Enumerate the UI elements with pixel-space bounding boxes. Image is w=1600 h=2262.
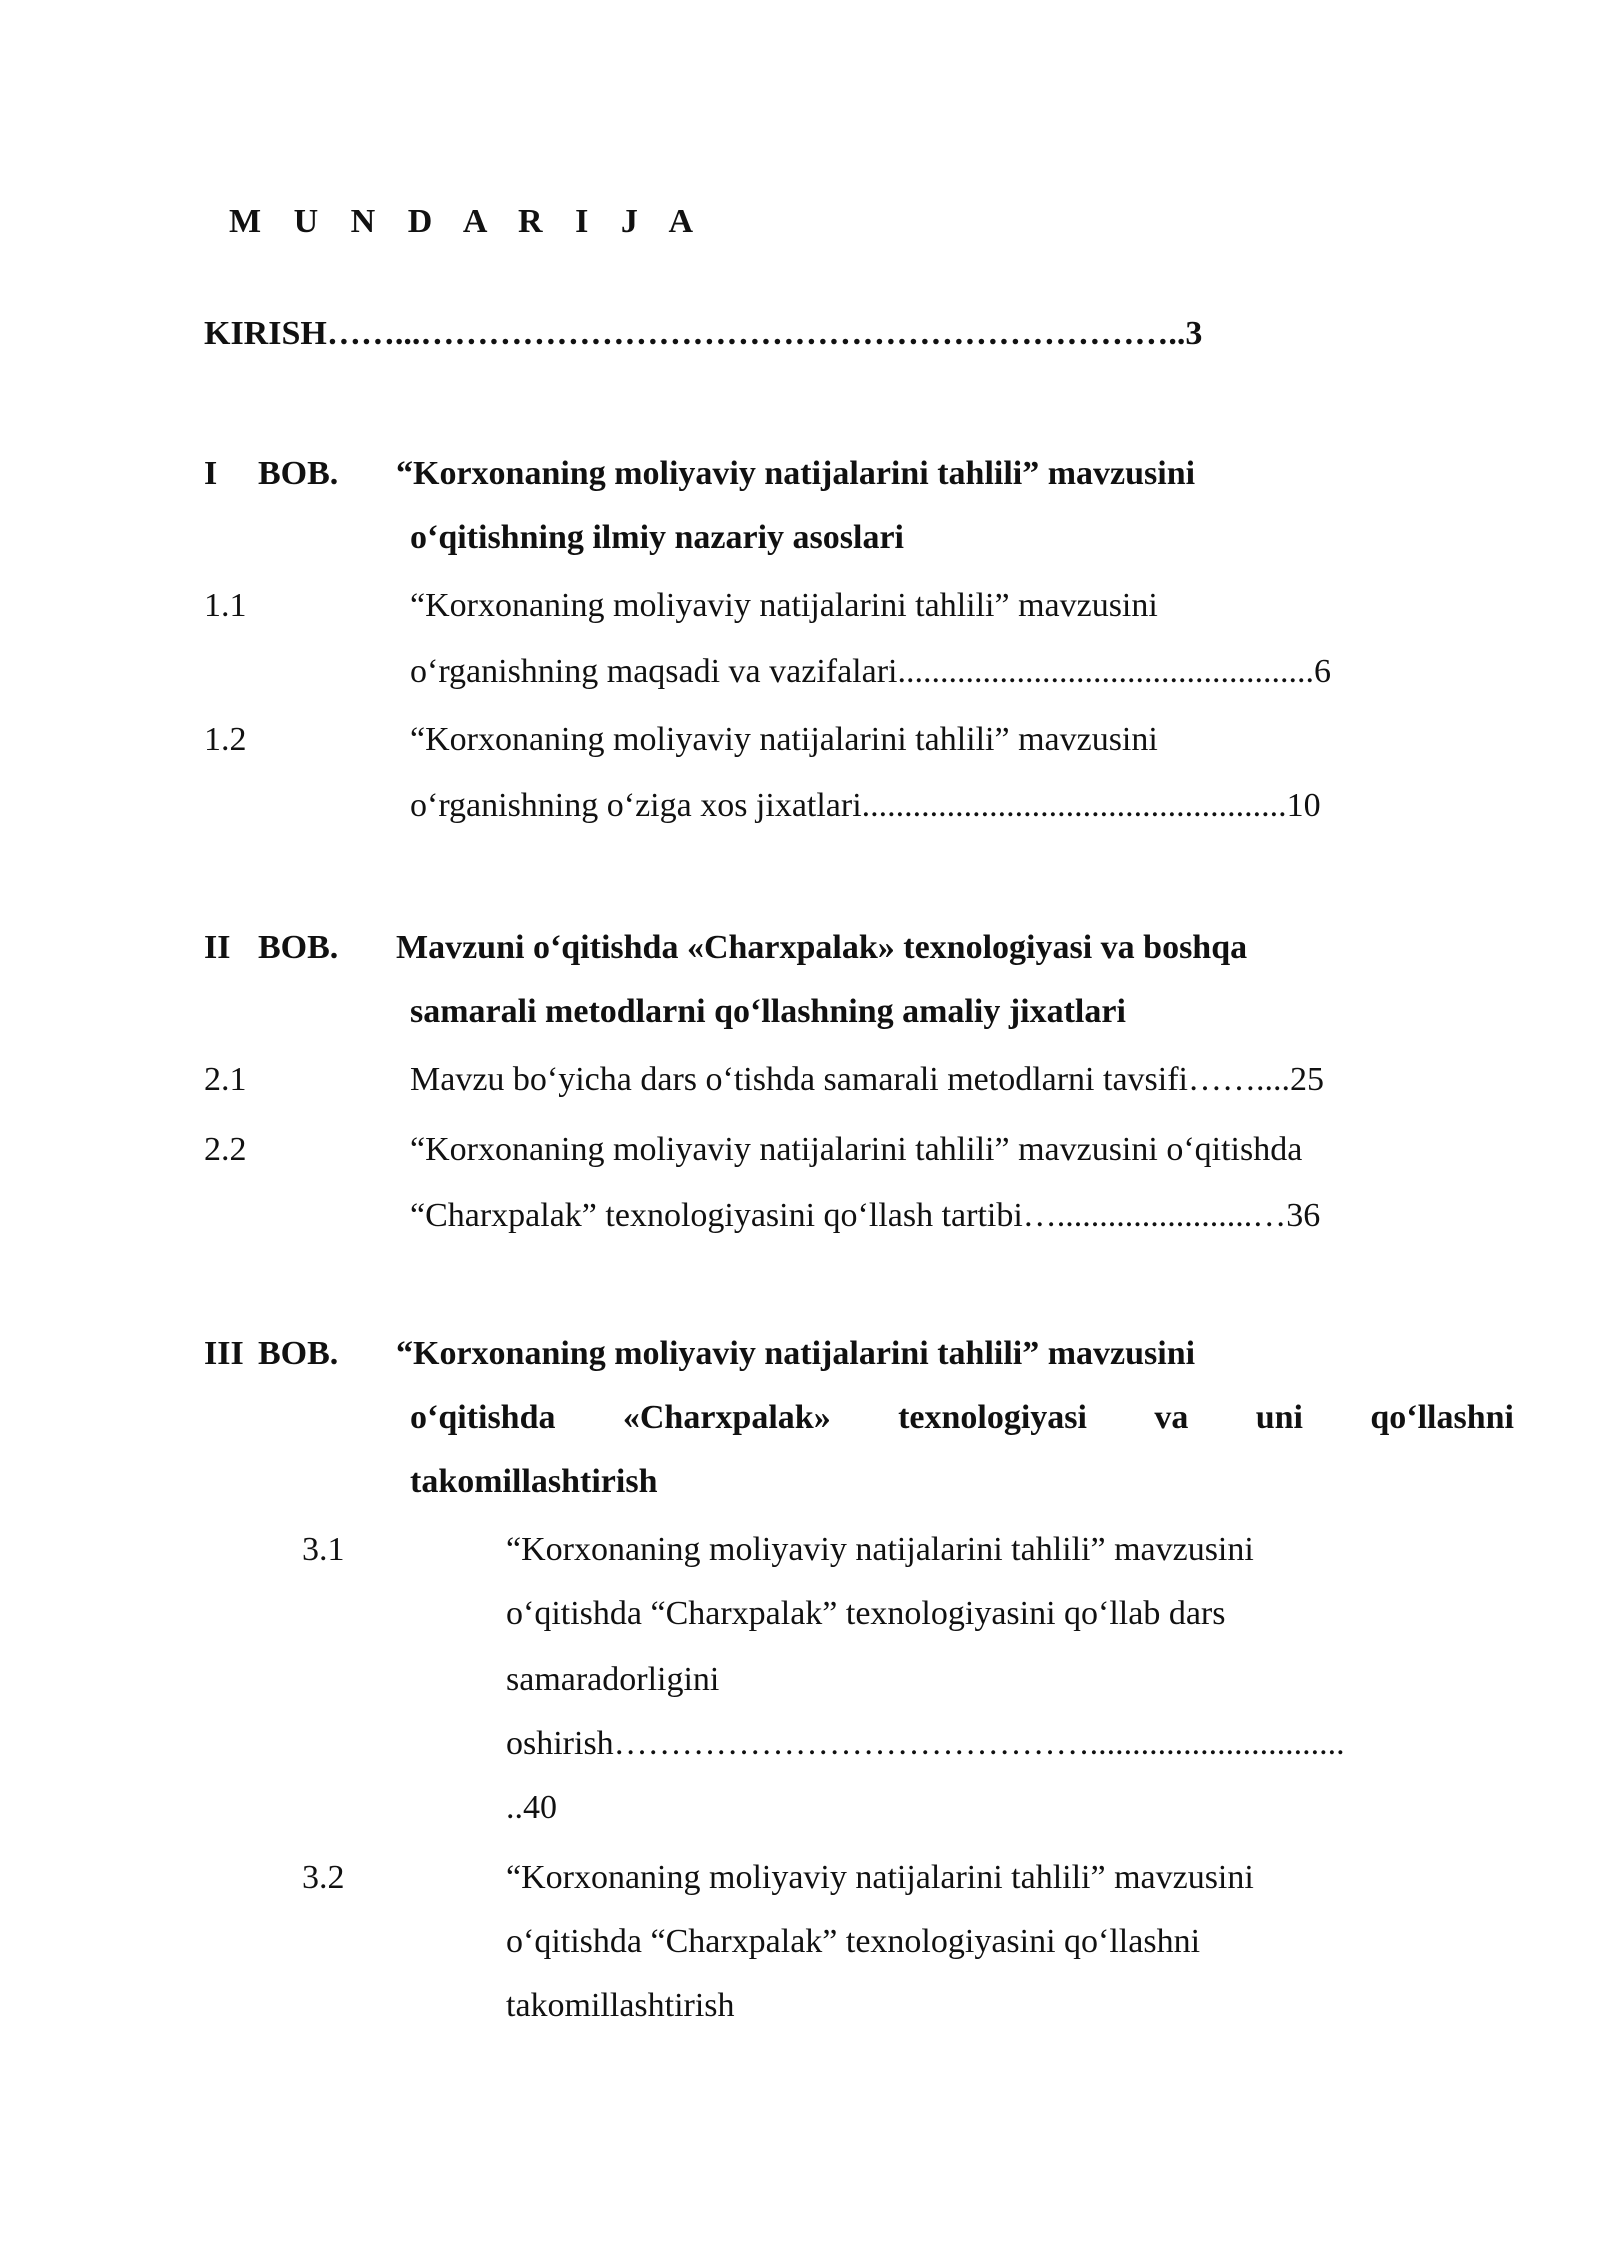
chapter-1-number: I [204, 455, 218, 492]
section-3-1-number: 3.1 [302, 1531, 345, 1568]
section-2-2-line2: “Charxpalak” texnologiyasini qo‘llash tartibi….......................…36 [410, 1197, 1321, 1234]
section-1-1-line2: o‘rganishning maqsadi va vazifalari.................................................6 [410, 653, 1331, 690]
chapter-3-title-word: qo‘llashni [1370, 1399, 1514, 1436]
section-2-1-number: 2.1 [204, 1061, 247, 1098]
chapter-3-title-word: va [1154, 1399, 1189, 1436]
chapter-1-title-line2: o‘qitishning ilmiy nazariy asoslari [410, 519, 904, 556]
section-3-1-line4: oshirish…………………………………….............................. [506, 1725, 1345, 1762]
section-3-1-line5: ..40 [506, 1789, 557, 1826]
page-title: M U N D A R I J A [229, 203, 706, 240]
section-3-2-line3: takomillashtirish [506, 1987, 735, 2024]
chapter-3-title-line2 [410, 1396, 1514, 1440]
section-3-2-line2: o‘qitishda “Charxpalak” texnologiyasini qo‘llashni [506, 1923, 1201, 1960]
chapter-3-bob: BOB. [258, 1335, 339, 1372]
section-1-1-line1: “Korxonaning moliyaviy natijalarini tahlili” mavzusini [410, 587, 1158, 624]
chapter-2-title-line2: samarali metodlarni qo‘llashning amaliy jixatlari [410, 993, 1126, 1030]
section-3-1-line1: “Korxonaning moliyaviy natijalarini tahlili” mavzusini [506, 1531, 1254, 1568]
chapter-3-title-word: texnologiyasi [898, 1399, 1087, 1436]
chapter-3-title-line3: takomillashtirish [410, 1463, 658, 1500]
section-3-2-line1: “Korxonaning moliyaviy natijalarini tahlili” mavzusini [506, 1859, 1254, 1896]
chapter-3-title-word: uni [1255, 1399, 1303, 1436]
section-2-2-number: 2.2 [204, 1131, 247, 1168]
section-1-1-number: 1.1 [204, 587, 247, 624]
chapter-1-title-line1: “Korxonaning moliyaviy natijalarini tahlili” mavzusini [396, 455, 1196, 492]
section-1-2-number: 1.2 [204, 721, 247, 758]
chapter-3-title-word: «Charxpalak» [622, 1399, 831, 1436]
chapter-3-title-line1: “Korxonaning moliyaviy natijalarini tahlili” mavzusini [396, 1335, 1196, 1372]
section-3-1-line3: samaradorligini [506, 1661, 720, 1698]
chapter-2-number: II [204, 929, 231, 966]
section-1-2-line1: “Korxonaning moliyaviy natijalarini tahlili” mavzusini [410, 721, 1158, 758]
toc-intro: KIRISH……...…………………………………………………………..3 [204, 315, 1203, 352]
chapter-1-bob: BOB. [258, 455, 339, 492]
chapter-2-bob: BOB. [258, 929, 339, 966]
chapter-2-title-line1: Mavzuni o‘qitishda «Charxpalak» texnologiyasi va boshqa [396, 929, 1248, 966]
section-3-2-number: 3.2 [302, 1859, 345, 1896]
section-1-2-line2: o‘rganishning o‘ziga xos jixatlari..................................................10 [410, 787, 1321, 824]
section-3-1-line2: o‘qitishda “Charxpalak” texnologiyasini qo‘llab dars [506, 1595, 1226, 1632]
section-2-2-line1: “Korxonaning moliyaviy natijalarini tahlili” mavzusini o‘qitishda [410, 1131, 1303, 1168]
section-2-1-line1: Mavzu bo‘yicha dars o‘tishda samarali metodlarni tavsifi……....25 [410, 1061, 1324, 1098]
chapter-3-number: III [204, 1335, 244, 1372]
chapter-3-title-word: o‘qitishda [410, 1399, 556, 1436]
